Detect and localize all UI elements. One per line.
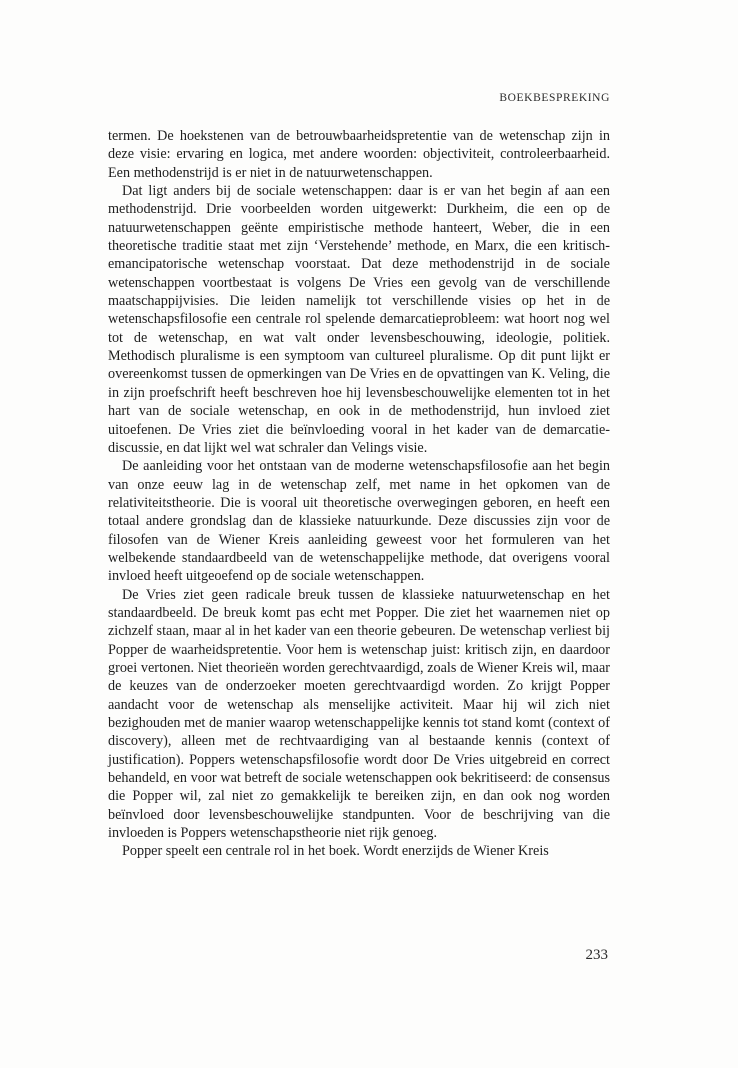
running-header: BOEKBESPREKING: [499, 92, 610, 104]
paragraph: Popper speelt een centrale rol in het boek. Wordt enerzijds de Wiener Kreis: [122, 843, 549, 860]
paragraph: De Vries ziet geen radicale breuk tussen de klassieke natuurwetenschap en het standaardbeeld. De breuk komt pas echt met Popper. Die ziet het waarnemen niet op zichzelf staan, maar al in het kader van een theorie gebeuren. De wetenschap verliest bij Popper de waarheidspretentie. Voor hem is wetenschap juist: kritisch zijn, en daardoor groei vertonen. Niet theorieën worden gerechtvaardigd, zoals de Wiener Kreis wil, maar de keuzes van de onderzoeker moeten gerechtvaardigd worden. Zo krijgt Popper aandacht voor de wetenschap als menselijke activiteit. Maar hij wil zich niet bezighouden met de manier waarop wetenschappelijke kennis tot stand komt (context of discovery), alleen met de rechtvaardiging van al bestaande kennis (context of justification). Poppers wetenschapsfilosofie wordt door De Vries uitgebreid en correct behandeld, en voor wat betreft de sociale wetenschappen ook bekritiseerd: de consensus die Popper wil, zal niet zo gemakkelijk te bereiken zijn, en dan ook nog worden beïnvloed door levensbeschouwelijke standpunten. Voor de beschrijving van die invloeden is Poppers wetenschapstheorie niet rijk genoeg.: [108, 586, 610, 842]
paragraph: termen. De hoekstenen van de betrouwbaarheidspretentie van de wetenschap zijn in deze visie: ervaring en logica, met andere woorden: objectiviteit, controleerbaarheid. Een methodenstrijd is er niet in de natuurwetenschappen.: [108, 128, 610, 181]
paragraph: Dat ligt anders bij de sociale wetenschappen: daar is er van het begin af aan een methodenstrijd. Drie voorbeelden worden uitgewerkt: Durkheim, die een op de natuurwetenschappen geënte empiristische methode hanteert, Weber, die in een theoretische traditie staat met zijn ‘Verstehende’ methode, en Marx, die een kritisch-emancipatorische wetenschap voorstaat. Dat deze methodenstrijd in de sociale wetenschappen voortbestaat is volgens De Vries een gevolg van de verschillende maatschappijvisies. Die leiden namelijk tot verschillende visies op het in de wetenschapsfilosofie een centrale rol spelende demarcatieprobleem: wat hoort nog wel tot de wetenschap, en wat valt onder levensbeschouwing, ideologie, politiek. Methodisch pluralisme is een symptoom van cultureel pluralisme. Op dit punt lijkt er overeenkomst tussen de opmerkingen van De Vries en de opvattingen van K. Veling, die in zijn proefschrift heeft beschreven hoe hij levensbeschouwelijke elementen tot in het hart van de sociale wetenschap, en ook in de methodenstrijd, hun invloed ziet uitoefenen. De Vries ziet die beïnvloeding vooral in het kader van de demarcatie-discussie, en dat lijkt wel wat schraler dan Velings visie.: [108, 183, 610, 456]
page-number: 233: [585, 947, 608, 963]
paragraph: De aanleiding voor het ontstaan van de moderne wetenschapsfilosofie aan het begin van onze eeuw lag in de wetenschap zelf, met name in het opkomen van de relativiteitstheorie. Die is vooral uit theoretische overwegingen geboren, en heeft een totaal andere grondslag dan de klassieke natuurkunde. Deze discussies zijn voor de filosofen van de Wiener Kreis aanleiding geweest voor het formuleren van het welbekende standaardbeeld van de wetenschappelijke methode, dat overigens vooral invloed heeft uitgeoefend op de sociale wetenschappen.: [108, 458, 610, 585]
body-text: [108, 127, 610, 861]
